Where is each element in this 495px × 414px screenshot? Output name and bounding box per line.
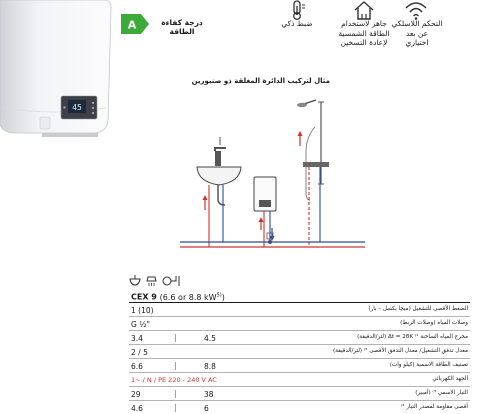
spec-row: 2 / 5 معدل تدفق التشغيل/ معدل التدفق الأقصى ²⁾ (لتر/الدقيقة): [129, 345, 470, 359]
spec-row: 29 | 38 التيار الاسمي ³⁾ (أمبير): [131, 389, 468, 399]
wifi-icon: [402, 0, 430, 20]
installation-symbols: [129, 273, 189, 287]
feature-smart-text: ضبط ذكي: [281, 19, 313, 28]
home-solar-icon: [350, 0, 378, 20]
feature-solar-text: جاهز لاستخدام الطاقة الشمسية لإعادة التسخين: [338, 19, 390, 47]
spec-table: [129, 289, 470, 414]
energy-class-badge: [121, 14, 149, 34]
feature-wireless-text: التحكم اللاسلكي عن بعد اختياري: [391, 19, 443, 47]
spec-row: 6.6 | 8.8 تصنيف الطاقة الاسمية (كيلو وات): [131, 361, 468, 371]
sink-icon: [130, 275, 140, 285]
spec-row: 4.6 | 6 أقصى مقاومة لمصدر التيار ⁴⁾: [131, 403, 468, 413]
shower-icon: [147, 277, 156, 286]
installation-diagram: [170, 82, 385, 262]
spec-row: 1~ / N / PE 220 - 240 V AC الجهد الكهربائي: [129, 373, 470, 387]
heater-display-readout: 45: [72, 103, 82, 112]
pipe-connection-icon: [163, 276, 179, 286]
svg-text:A: A: [127, 18, 137, 32]
spec-row: 1 (10) الضغط الأقصى للتشغيل (ميجا بكسل – بار): [129, 303, 470, 317]
smart-thermometer-icon: [283, 0, 311, 20]
heater-product-image: [0, 0, 112, 138]
spec-header-row: [129, 289, 470, 303]
energy-class-label: درجة كفاءة الطاقة: [161, 18, 203, 36]
spec-row: G ½" وصلات المياه (وصلات الربط): [129, 317, 470, 331]
model-name: CEX 9 (6.6 or 8.8 $kW^{5)}$): [131, 292, 225, 302]
diagram-title: مثال لتركيب الدائرة المغلقة ذو صنبورين: [191, 77, 330, 85]
spec-row: 3.4 | 4.5 مخرج المياه الساخنة ¹⁾ Δt = 28K (لتر/الدقيقة): [131, 333, 468, 343]
